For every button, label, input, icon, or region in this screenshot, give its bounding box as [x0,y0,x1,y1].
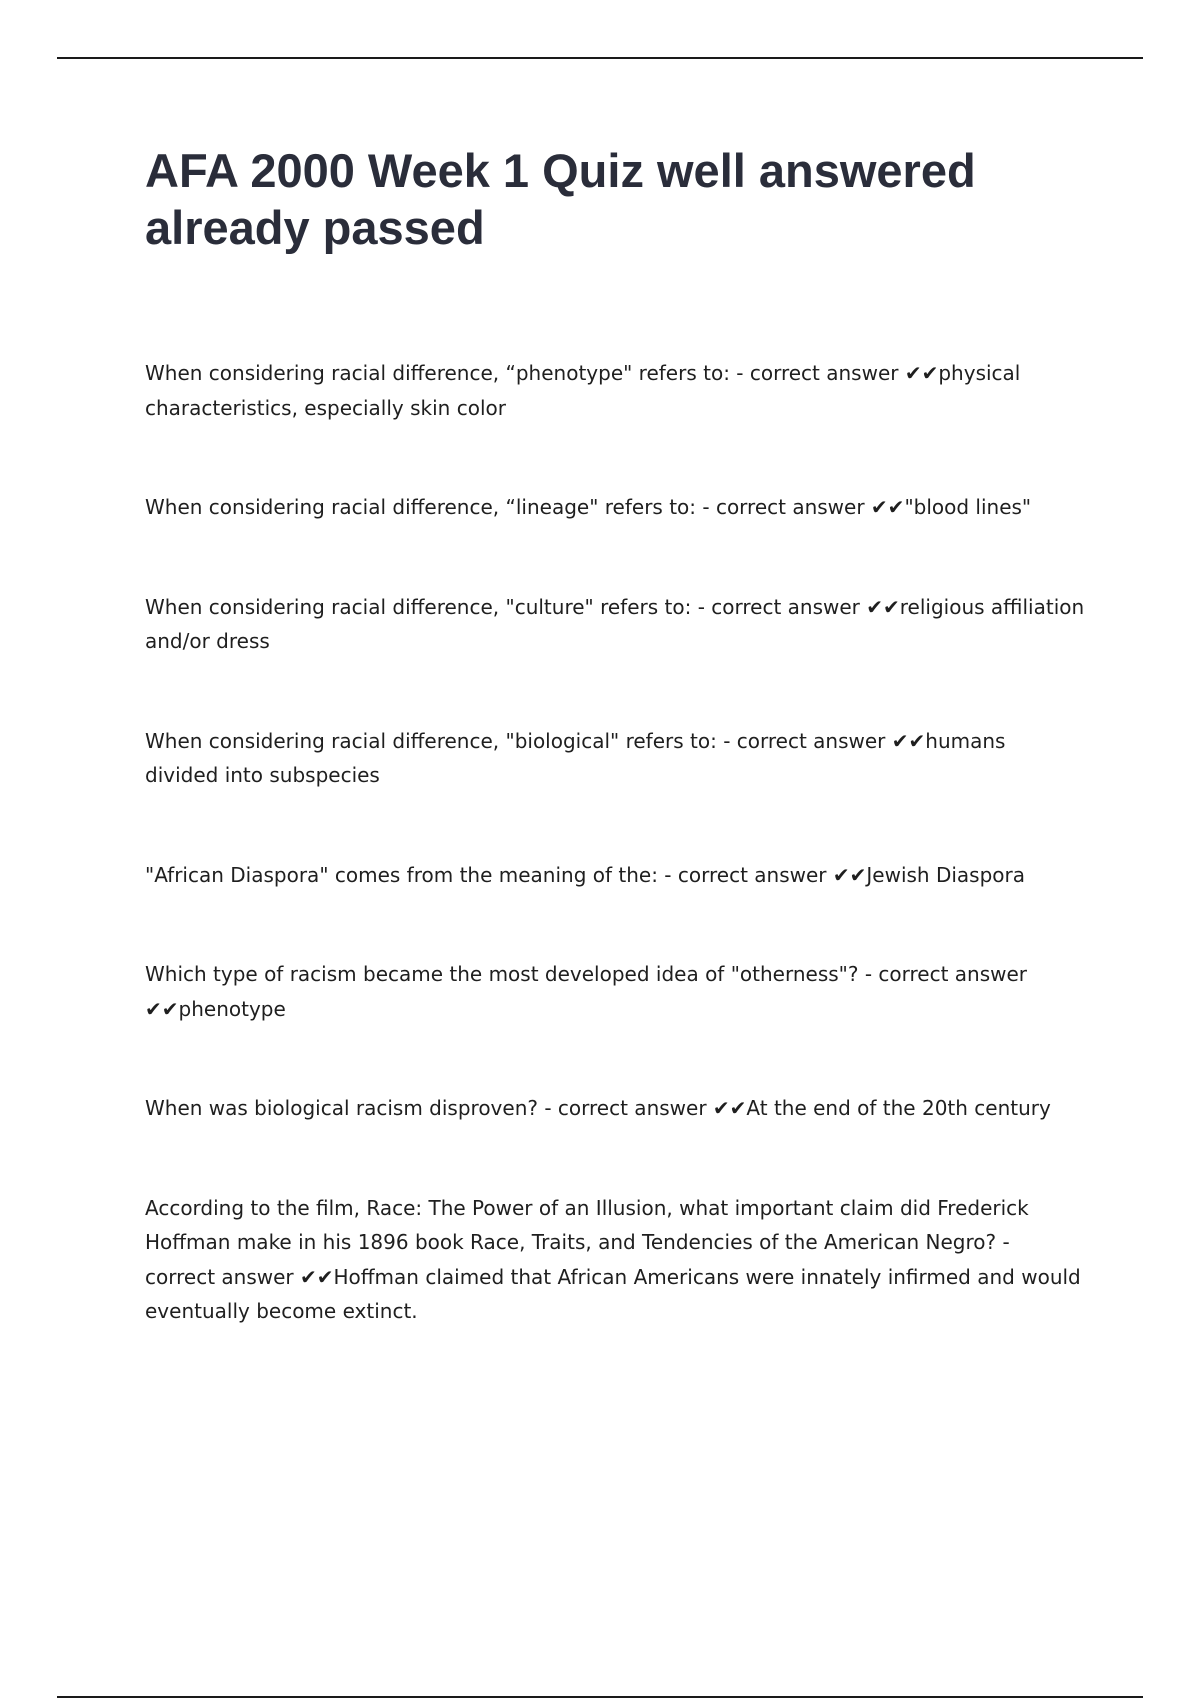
qa-list [145,356,1085,1394]
qa-item: When considering racial difference, “phenotype" refers to: - correct answer ✔✔physical characteristics, especially skin color [145,361,1021,420]
document-title: AFA 2000 Week 1 Quiz well answered already passed [145,144,976,254]
qa-item: Which type of racism became the most developed idea of "otherness"? - correct answer ✔✔phenotype [145,962,1028,1021]
qa-item: When considering racial difference, "culture" refers to: - correct answer ✔✔religious affiliation and/or dress [145,594,1085,653]
qa-item: When considering racial difference, "biological" refers to: - correct answer ✔✔humans divided into subspecies [145,728,1006,787]
top-divider [57,57,1143,59]
qa-item: According to the film, Race: The Power of an Illusion, what important claim did Frederick Hoffman make in his 1896 book Race, Traits, and Tendencies of the American Negro? - correct answer ✔✔Hoffman claimed that African Americans were innately infirmed and would eventually become extinct. [145,1195,1081,1323]
qa-item: When was biological racism disproven? - correct answer ✔✔At the end of the 20th century [145,1096,1051,1120]
qa-item: "African Diaspora" comes from the meaning of the: - correct answer ✔✔Jewish Diaspora [145,862,1025,887]
qa-item: When considering racial difference, “lineage" refers to: - correct answer ✔✔"blood lines" [145,495,1032,519]
bottom-divider [57,1696,1143,1698]
